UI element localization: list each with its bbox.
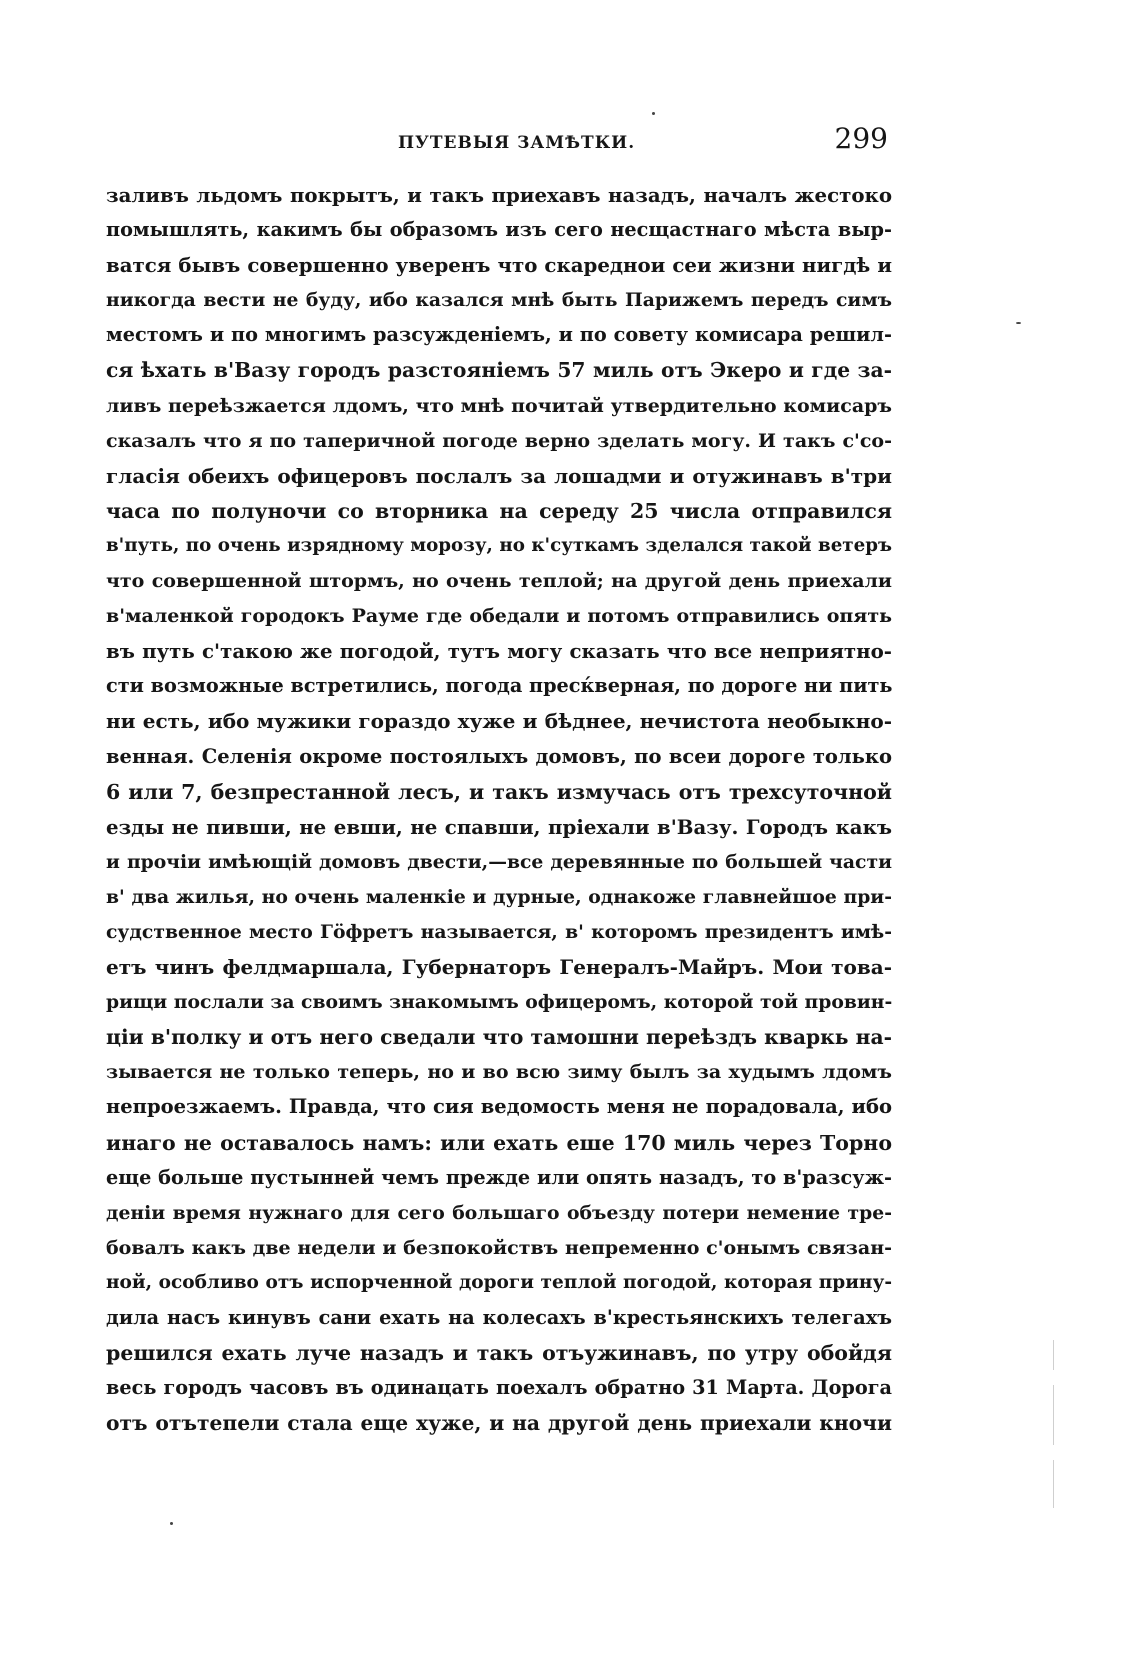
text-line: ватся бывъ совершенно уверенъ что скареднои сеи жизни нигдѣ и [106,253,892,278]
text-line: бовалъ какъ две недели и безпокойствъ непременно с'онымъ связан- [106,1236,892,1259]
text-line: ся ѣхать в'Вазу городъ разстояніемъ 57 миль отъ Экеро и где за- [106,358,892,383]
text-line: в' два жилья, но очень маленкіе и дурные, однакоже главнейшое при- [106,885,892,908]
scan-speck [1016,322,1021,324]
page-header [106,124,892,158]
text-line: езды не пивши, не евши, не спавши, пріехали в'Вазу. Городъ какъ [106,814,892,839]
scan-speck [170,1522,173,1525]
body-text [106,178,892,1441]
text-line: в'маленкой городокъ Рауме где обедали и потомъ отправились опять [106,605,892,628]
text-line: сказалъ что я по таперичной погоде верно зделать могу. И такъ с'со- [106,429,892,452]
text-line: етъ чинъ фелдмаршала, Губернаторъ Генералъ-Майръ. Мои това- [106,955,892,980]
text-line: судственное место Гöфретъ называется, в' которомъ президентъ имѣ- [106,920,892,943]
text-line: рищи послали за своимъ знакомымъ офицеромъ, которой той провин- [106,991,892,1014]
text-line: часа по полуночи со вторника на середу 25 числа отправился [106,498,892,523]
text-line: венная. Селенія окроме постоялыхъ домовъ, по всеи дороге только [106,744,892,768]
text-line: весь городъ часовъ въ одинацать поехалъ обратно 31 Марта. Дорога [106,1376,892,1400]
text-line: решился ехать луче назадъ и такъ отъужинавъ, по утру обойдя [106,1341,892,1366]
text-line: в'путь, по очень изрядному морозу, но к'суткамъ зделался такой ветеръ [106,534,892,556]
text-line: деніи время нужнаго для сего большаго объезду потери немение тре- [106,1201,892,1224]
text-line: еще больше пустынней чемъ прежде или опять назадъ, то в'разсуж- [106,1165,892,1189]
running-head: ПУТЕВЫЯ ЗАМѢТКИ. [398,133,636,153]
scan-speck [652,112,655,115]
text-line: ной, особливо отъ испорченной дороги теплой погодой, которая прину- [106,1271,892,1293]
scan-edge-line [1053,1340,1054,1370]
text-line: ни есть, ибо мужики гораздо хуже и бѣднее, нечистота необыкно- [106,709,892,734]
scan-edge-line [1053,1385,1054,1445]
text-line: никогда вести не буду, ибо казался мнѣ быть Парижемъ передъ симъ [106,289,892,312]
text-line: отъ отътепели стала еще хуже, и на другой день приехали кночи [106,1411,892,1436]
scan-edge-line [1053,1460,1054,1508]
text-line: непроезжаемъ. Правда, что сия ведомость меня не порадовала, ибо [106,1095,892,1119]
page-number: 299 [834,122,888,155]
text-line: помышлять, какимъ бы образомъ изъ сего несщастнаго мѣста выр- [106,218,892,242]
text-line: гласія обеихъ офицеровъ послалъ за лошадми и отужинавъ в'три [106,463,892,488]
text-line: что совершенной штормъ, но очень теплой; на другой день приехали [106,570,892,593]
text-line: дила насъ кинувъ сани ехать на колесахъ в'крестьянскихъ телегахъ [106,1306,892,1329]
text-line: ціи в'полку и отъ него сведали что тамошни переѣздъ кваркь на- [106,1025,892,1050]
text-line: ливъ переѣзжается лдомъ, что мнѣ почитай утвердительно комисаръ [106,394,892,417]
text-line: зывается не только теперь, но и во всю зиму былъ за худымъ лдомъ [106,1061,892,1084]
text-line: местомъ и по многимъ разсужденіемъ, и по совету комисара решил- [106,323,892,347]
text-line: заливъ льдомъ покрытъ, и такъ приехавъ назадъ, началъ жестоко [106,183,892,207]
text-line: 6 или 7, безпрестанной лесъ, и такъ измучась отъ трехсуточной [106,779,892,804]
text-line: сти возможные встретились, погода пресќверная, по дороге ни пить [106,674,892,698]
text-line: инаго не оставалось намъ: или ехать еше 170 миль через Торно [106,1130,892,1155]
text-line: и прочіи имѣющій домовъ двести,—все деревянные по большей части [106,850,892,873]
text-line: въ путь с'такою же погодой, тутъ могу сказать что все неприятно- [106,639,892,664]
